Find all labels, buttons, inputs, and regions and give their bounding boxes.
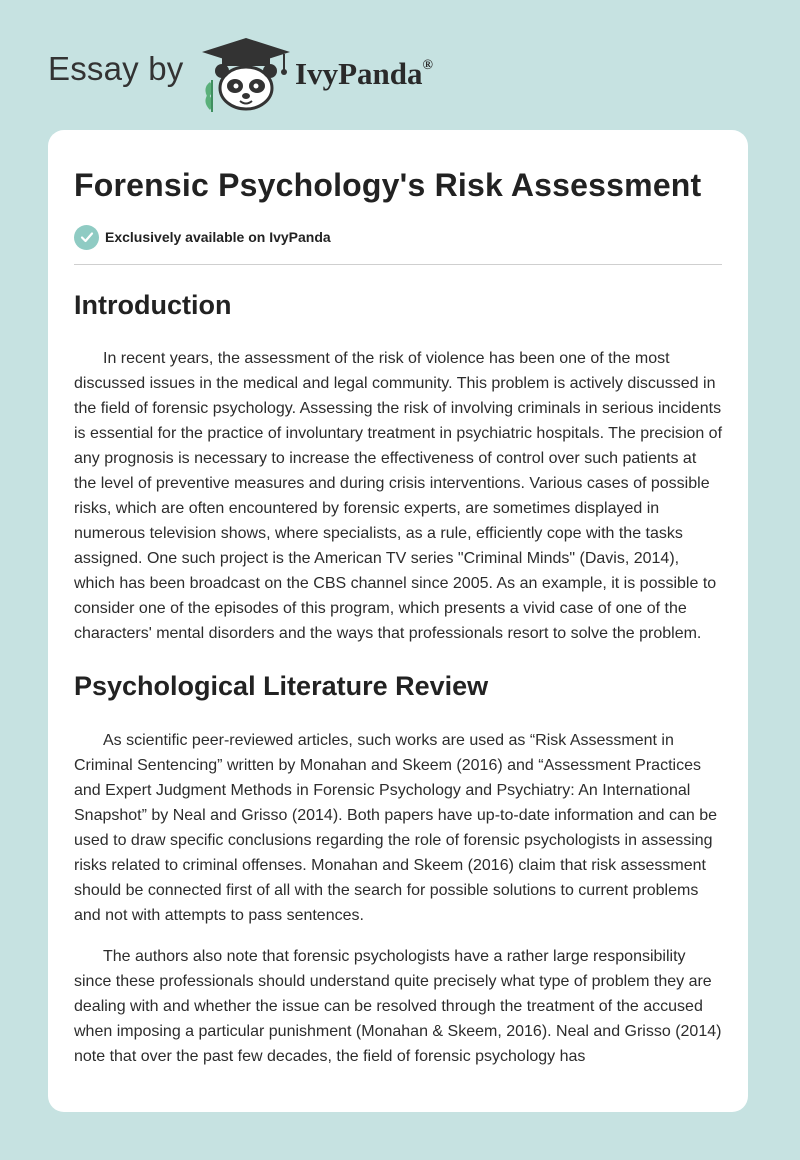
- site-header: [0, 0, 800, 130]
- divider: [74, 264, 722, 265]
- ivypanda-logo[interactable]: [198, 36, 294, 112]
- ivypanda-brand[interactable]: [295, 56, 433, 92]
- check-icon: [74, 225, 99, 250]
- paragraph: The authors also note that forensic psychologists have a rather large responsibility since these professionals should understand quite precisely what type of problem they are dealing with and whether the issue can be resolved through the treatment of the accused when imposing a particular punishment (Monahan & Skeem, 2016). Neal and Grisso (2014) note that over the past few decades, the field of forensic psychology has: [74, 948, 722, 1066]
- panda-graduate-icon: [198, 36, 294, 112]
- essay-by-label: Essay by: [48, 50, 184, 87]
- exclusive-badge: [74, 224, 722, 250]
- section-heading-literature-review: Psychological Literature Review: [74, 670, 489, 701]
- exclusive-label: Exclusively available on IvyPanda: [105, 229, 331, 246]
- paragraph: As scientific peer-reviewed articles, such works are used as “Risk Assessment in Criminal Sentencing” written by Monahan and Skeem (2016) and “Assessment Practices and Expert Judgment Methods in Forensic Psychology and Psychiatry: An International Snapshot” by Neal and Grisso (2014). Both papers have up-to-date information and can be used to draw specific conclusions regarding the role of forensic psychologists in assessing risks related to criminal offenses. Monahan and Skeem (2016) claim that risk assessment should be connected first of all with the search for possible solutions to current problems and not with attempts to pass sentences.: [74, 732, 718, 925]
- section-heading-introduction: Introduction: [74, 290, 232, 321]
- essay-card: [48, 130, 748, 1112]
- registered-mark: ®: [422, 57, 433, 73]
- essay-title: Forensic Psychology's Risk Assessment: [74, 167, 702, 203]
- brand-text: IvyPanda: [295, 56, 423, 91]
- paragraph: In recent years, the assessment of the risk of violence has been one of the most discussed issues in the medical and legal community. This problem is actively discussed in the field of forensic psychology. Assessing the risk of involving criminals in serious incidents is essential for the practice of involuntary treatment in psychiatric hospitals. The precision of any prognosis is necessary to increase the effectiveness of control over such patients at the level of preventive measures and during crisis interventions. Various cases of possible risks, which are often encountered by forensic experts, are sometimes displayed in numerous television shows, where specialists, as a rule, efficiently cope with the tasks assigned. One such project is the American TV series "Criminal Minds" (Davis, 2014), which has been broadcast on the CBS channel since 2005. As an example, it is possible to consider one of the episodes of this program, which presents a vivid case of one of the characters' mental disorders and the ways that professionals resort to solve the problem.: [74, 349, 723, 642]
